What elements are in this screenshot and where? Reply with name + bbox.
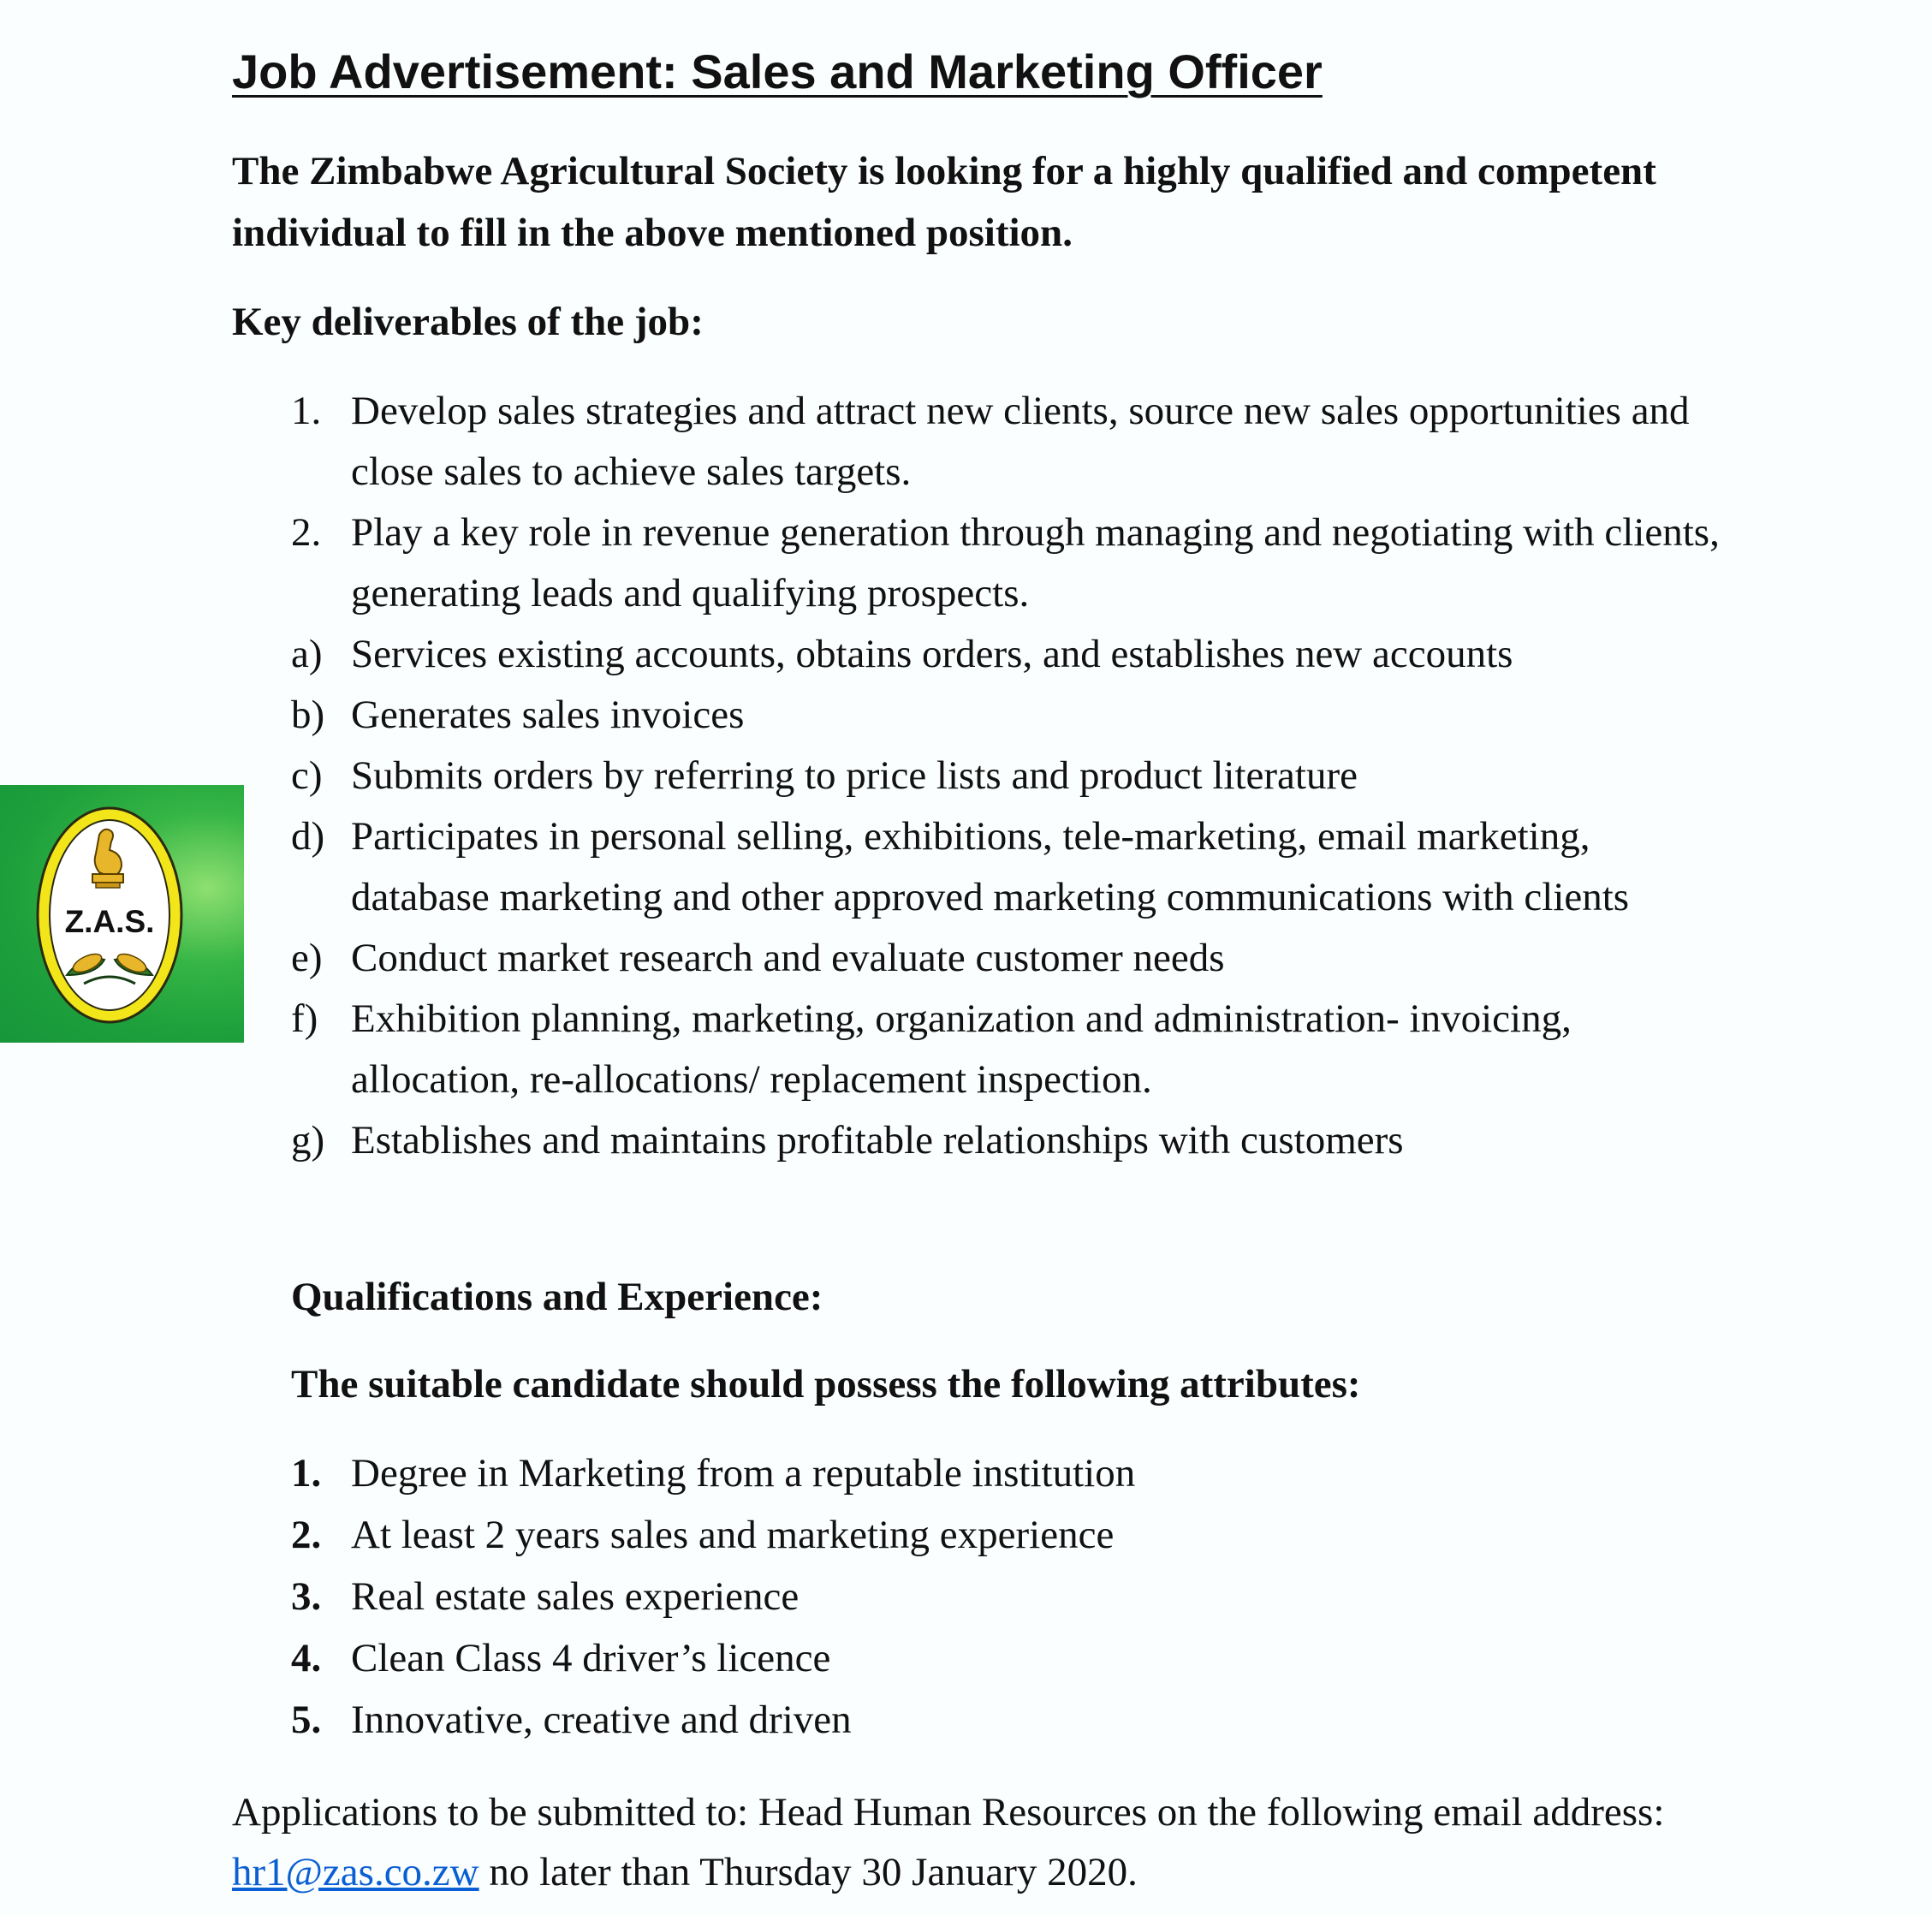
list-item [291,989,1721,1110]
list-item [291,1504,1135,1566]
zas-logo [0,785,244,1043]
list-marker: b) [291,693,325,737]
list-item-text: Establishes and maintains profitable relationships with customers [351,1118,1404,1163]
list-item [291,685,1772,746]
list-marker: d) [291,814,325,859]
list-item-text: Real estate sales experience [351,1574,800,1619]
footer-text: Applications to be submitted to: Head Human Resources on the following email address: [232,1790,1665,1835]
qualifications-list [291,1442,1135,1751]
list-item-text: Innovative, creative and driven [351,1698,852,1742]
list-item-text: Submits orders by referring to price lists and product literature [351,753,1358,798]
list-marker: f) [291,996,318,1041]
zas-emblem-icon [0,785,244,1043]
list-item [291,1110,1772,1171]
intro-paragraph: The Zimbabwe Agricultural Society is looking for a highly qualified and competent individual to fill in the above mentioned position. [232,149,1656,255]
list-marker: 2. [291,510,322,555]
list-item [291,1627,1135,1689]
page-title: Job Advertisement: Sales and Marketing Officer [232,45,1323,98]
list-marker: e) [291,936,323,980]
qualifications-subheading: The suitable candidate should possess the following attributes: [291,1362,1361,1407]
list-item-text: Exhibition planning, marketing, organization and administration- invoicing, allocation, re-allocations/ replacement inspection. [351,996,1572,1102]
list-item [291,746,1772,806]
list-marker: 3. [291,1574,322,1619]
list-item-text: Conduct market research and evaluate customer needs [351,936,1225,980]
list-item-text: Degree in Marketing from a reputable institution [351,1451,1136,1496]
list-item [291,1689,1135,1751]
footer-deadline-text: no later than Thursday 30 January 2020. [479,1850,1138,1894]
list-item [291,806,1686,928]
list-item [291,381,1772,503]
deliverables-heading: Key deliverables of the job: [232,300,704,344]
logo-text: Z.A.S. [64,904,155,939]
list-marker: 1. [291,1451,322,1496]
list-marker: 4. [291,1636,322,1680]
list-item [291,1566,1135,1627]
list-marker: c) [291,753,323,798]
list-item-text: Develop sales strategies and attract new clients, source new sales opportunities and close sales to achieve sales targets. [351,389,1690,494]
list-item-text: Clean Class 4 driver’s licence [351,1636,831,1680]
qualifications-heading: Qualifications and Experience: [291,1275,823,1319]
list-item [291,928,1772,989]
list-item-text: Play a key role in revenue generation through managing and negotiating with clients, generating leads and qualifying prospects. [351,510,1720,616]
list-item [291,624,1823,685]
list-marker: g) [291,1118,325,1163]
list-item-text: Generates sales invoices [351,693,745,737]
list-marker: 2. [291,1513,322,1557]
list-marker: 1. [291,389,322,433]
email-link[interactable]: hr1@zas.co.zw [232,1850,479,1894]
application-instructions [232,1782,1858,1902]
list-item [291,503,1772,624]
list-item [291,1442,1135,1504]
list-item-text: Services existing accounts, obtains orders, and establishes new accounts [351,632,1513,676]
deliverables-list [291,381,1823,1171]
list-marker: a) [291,632,323,676]
list-item-text: At least 2 years sales and marketing experience [351,1513,1115,1557]
list-marker: 5. [291,1698,322,1742]
list-item-text: Participates in personal selling, exhibitions, tele-marketing, email marketing, database marketing and other approved marketing communications with clients [351,814,1630,919]
